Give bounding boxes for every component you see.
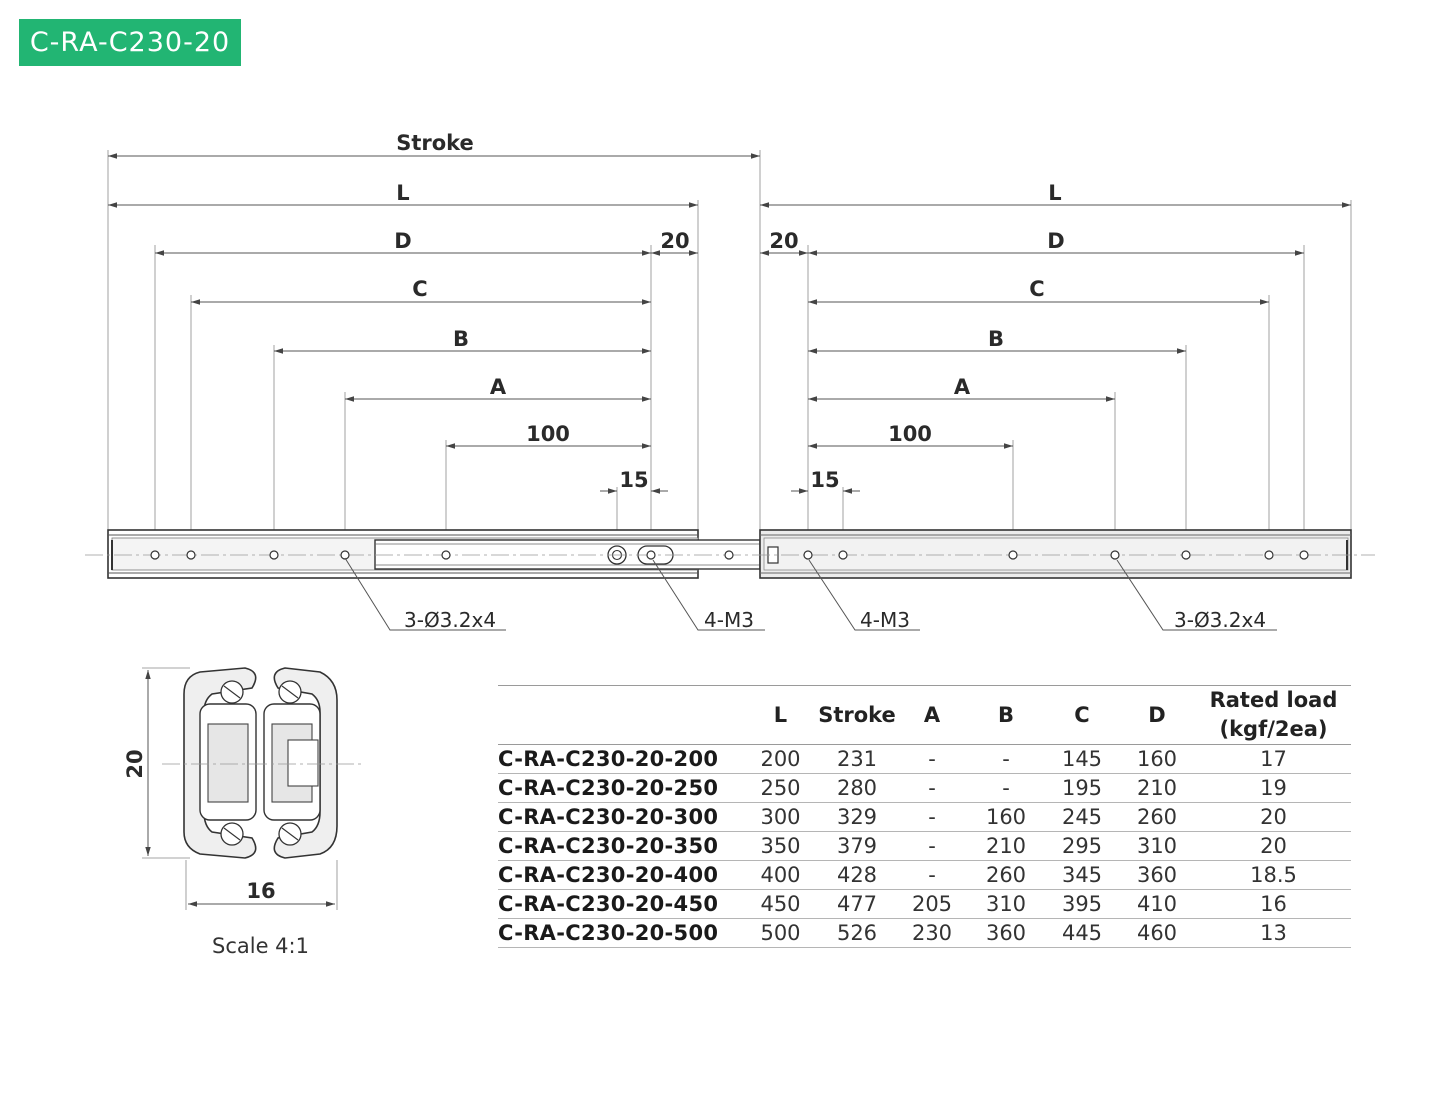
cell-A: 230: [898, 919, 966, 948]
cell-D: 260: [1118, 803, 1196, 832]
table-row: [498, 861, 1351, 890]
dim-left-20-label: 20: [660, 229, 690, 253]
cell-D: 460: [1118, 919, 1196, 948]
header-model: [498, 686, 745, 745]
callout-right-tap: 4-M3: [860, 608, 910, 632]
cell-L: 400: [745, 861, 816, 890]
model-title-badge: C-RA-C230-20: [19, 19, 241, 66]
dim-left-B-label: B: [452, 327, 470, 351]
dim-left-C-label: C: [412, 277, 428, 301]
dim-left-100-label: 100: [526, 422, 570, 446]
cell-load: 20: [1196, 832, 1351, 861]
cell-L: 250: [745, 774, 816, 803]
cell-L: 300: [745, 803, 816, 832]
cell-stroke: 428: [816, 861, 898, 890]
dim-left-A-label: A: [489, 375, 507, 399]
section-height-label: 20: [123, 749, 147, 779]
cell-C: 295: [1046, 832, 1118, 861]
cell-L: 200: [745, 745, 816, 774]
cell-A: -: [898, 745, 966, 774]
cell-B: -: [966, 745, 1046, 774]
cell-L: 500: [745, 919, 816, 948]
cell-model: C-RA-C230-20-450: [498, 890, 745, 919]
cell-B: -: [966, 774, 1046, 803]
header-B: B: [966, 686, 1046, 745]
cell-stroke: 329: [816, 803, 898, 832]
extension-lines: [108, 150, 1351, 545]
table-row: [498, 890, 1351, 919]
scale-note: Scale 4:1: [212, 934, 309, 958]
cell-C: 145: [1046, 745, 1118, 774]
cell-D: 160: [1118, 745, 1196, 774]
cell-A: -: [898, 861, 966, 890]
dim-left-L-label: L: [396, 181, 410, 205]
cell-B: 160: [966, 803, 1046, 832]
callout-left-tap: 4-M3: [704, 608, 754, 632]
cell-stroke: 379: [816, 832, 898, 861]
cell-B: 360: [966, 919, 1046, 948]
cell-model: C-RA-C230-20-500: [498, 919, 745, 948]
cell-C: 345: [1046, 861, 1118, 890]
cell-stroke: 526: [816, 919, 898, 948]
dim-right-D-label: D: [1047, 229, 1065, 253]
dim-right-C-label: C: [1029, 277, 1045, 301]
cell-model: C-RA-C230-20-250: [498, 774, 745, 803]
cell-C: 195: [1046, 774, 1118, 803]
dim-right-A-label: A: [953, 375, 971, 399]
cell-model: C-RA-C230-20-400: [498, 861, 745, 890]
dim-right-20-label: 20: [769, 229, 799, 253]
dimension-lines: [108, 156, 1351, 491]
cell-D: 410: [1118, 890, 1196, 919]
cell-model: C-RA-C230-20-350: [498, 832, 745, 861]
cell-D: 210: [1118, 774, 1196, 803]
cell-model: C-RA-C230-20-200: [498, 745, 745, 774]
header-A: A: [898, 686, 966, 745]
header-L: L: [745, 686, 816, 745]
callout-right-holes: 3-Ø3.2x4: [1174, 608, 1267, 632]
cell-B: 310: [966, 890, 1046, 919]
table-row: [498, 919, 1351, 948]
cell-stroke: 231: [816, 745, 898, 774]
dim-right-B-label: B: [987, 327, 1005, 351]
dim-right-15-label: 15: [810, 468, 840, 492]
cell-D: 360: [1118, 861, 1196, 890]
header-C: C: [1046, 686, 1118, 745]
dim-left-15-label: 15: [619, 468, 649, 492]
header-stroke: Stroke: [816, 686, 898, 745]
table-row: [498, 774, 1351, 803]
cell-C: 395: [1046, 890, 1118, 919]
dim-left-D-label: D: [394, 229, 412, 253]
cell-C: 245: [1046, 803, 1118, 832]
cell-load: 19: [1196, 774, 1351, 803]
header-rated-load: Rated load (kgf/2ea): [1196, 686, 1351, 745]
cell-load: 13: [1196, 919, 1351, 948]
cell-D: 310: [1118, 832, 1196, 861]
dim-right-L-label: L: [1048, 181, 1062, 205]
cell-load: 18.5: [1196, 861, 1351, 890]
cell-A: -: [898, 803, 966, 832]
dim-stroke-label: Stroke: [396, 131, 474, 155]
table-row: [498, 745, 1351, 774]
cell-load: 20: [1196, 803, 1351, 832]
cell-A: -: [898, 774, 966, 803]
cell-B: 210: [966, 832, 1046, 861]
cell-C: 445: [1046, 919, 1118, 948]
cell-L: 450: [745, 890, 816, 919]
cell-model: C-RA-C230-20-300: [498, 803, 745, 832]
cell-load: 17: [1196, 745, 1351, 774]
cell-B: 260: [966, 861, 1046, 890]
header-D: D: [1118, 686, 1196, 745]
dim-right-100-label: 100: [888, 422, 932, 446]
cell-stroke: 280: [816, 774, 898, 803]
table-row: [498, 803, 1351, 832]
cell-A: 205: [898, 890, 966, 919]
specification-table: [498, 685, 1351, 948]
cell-L: 350: [745, 832, 816, 861]
cell-stroke: 477: [816, 890, 898, 919]
cell-load: 16: [1196, 890, 1351, 919]
cross-section-view: [123, 668, 362, 910]
callout-left-holes: 3-Ø3.2x4: [404, 608, 497, 632]
table-header-row: [498, 686, 1351, 745]
section-width-label: 16: [246, 879, 276, 903]
table-row: [498, 832, 1351, 861]
cell-A: -: [898, 832, 966, 861]
